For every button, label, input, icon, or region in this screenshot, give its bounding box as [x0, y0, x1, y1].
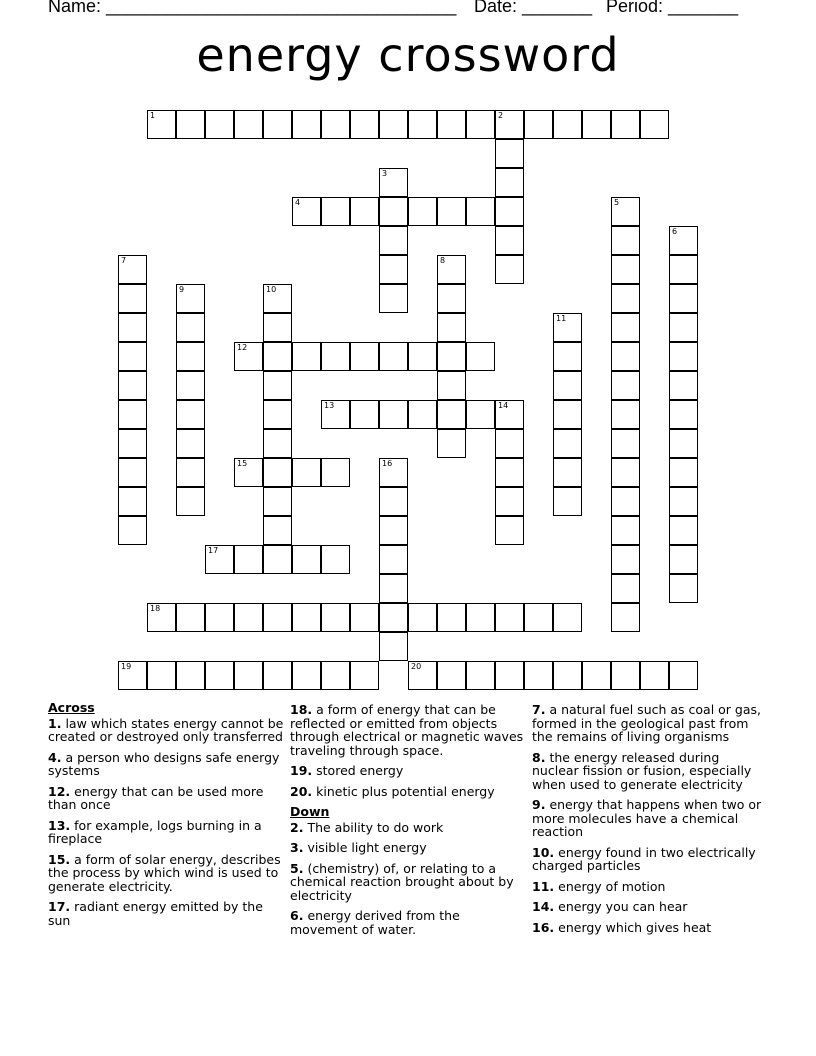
- grid-cell[interactable]: [234, 342, 263, 371]
- grid-cell[interactable]: [495, 197, 524, 226]
- clue-across-12: 12. energy that can be used more than once: [48, 783, 264, 812]
- grid-cell[interactable]: [611, 429, 640, 458]
- grid-cell[interactable]: [234, 661, 263, 690]
- clue-number: 20: [411, 662, 422, 671]
- grid-cell[interactable]: [263, 284, 292, 313]
- grid-cell[interactable]: [350, 661, 379, 690]
- grid-cell[interactable]: [495, 603, 524, 632]
- clue-across-20: 20. kinetic plus potential energy: [290, 783, 495, 799]
- grid-cell[interactable]: [379, 458, 408, 487]
- grid-cell[interactable]: [466, 197, 495, 226]
- clue-across-4: 4. a person who designs safe energy systems: [48, 749, 280, 778]
- clue-down-8: 8. the energy released during nuclear fission or fusion, especially when used to generate electricity: [532, 749, 752, 792]
- grid-cell[interactable]: [176, 313, 205, 342]
- grid-cell[interactable]: [495, 661, 524, 690]
- grid-cell[interactable]: [640, 110, 669, 139]
- clue-across-1: 1. law which states energy cannot be created or destroyed only transferred: [48, 715, 284, 744]
- grid-cell[interactable]: [118, 284, 147, 313]
- grid-cell[interactable]: [553, 342, 582, 371]
- grid-cell[interactable]: [263, 400, 292, 429]
- grid-cell[interactable]: [292, 603, 321, 632]
- clue-number: 11: [556, 314, 567, 323]
- grid-cell[interactable]: [176, 661, 205, 690]
- clue-number: 17: [208, 546, 219, 555]
- grid-cell[interactable]: [234, 603, 263, 632]
- grid-cell[interactable]: [669, 313, 698, 342]
- grid-cell[interactable]: [669, 371, 698, 400]
- grid-cell[interactable]: [379, 516, 408, 545]
- clue-number: 19: [121, 662, 132, 671]
- period-field[interactable]: Period: _______: [606, 0, 739, 16]
- grid-cell[interactable]: [466, 603, 495, 632]
- grid-cell[interactable]: [495, 110, 524, 139]
- grid-cell[interactable]: [263, 661, 292, 690]
- grid-cell[interactable]: [611, 110, 640, 139]
- clue-down-14: 14. energy you can hear: [532, 899, 688, 914]
- grid-cell[interactable]: [350, 400, 379, 429]
- grid-cell[interactable]: [669, 284, 698, 313]
- grid-cell[interactable]: [437, 110, 466, 139]
- grid-cell[interactable]: [437, 371, 466, 400]
- clue-number: 3: [382, 169, 388, 178]
- grid-cell[interactable]: [234, 110, 263, 139]
- grid-cell[interactable]: [205, 603, 234, 632]
- clue-number: 1: [150, 111, 156, 120]
- grid-cell[interactable]: [611, 603, 640, 632]
- grid-cell[interactable]: [408, 400, 437, 429]
- clue-number: 13: [324, 401, 335, 410]
- grid-cell[interactable]: [263, 487, 292, 516]
- clue-across-17: 17. radiant energy emitted by the sun: [48, 899, 263, 928]
- grid-cell[interactable]: [437, 255, 466, 284]
- grid-cell[interactable]: [321, 545, 350, 574]
- clue-across-19: 19. stored energy: [290, 763, 404, 778]
- date-field[interactable]: Date: _______: [474, 0, 593, 16]
- grid-cell[interactable]: [176, 400, 205, 429]
- grid-cell[interactable]: [611, 487, 640, 516]
- grid-cell[interactable]: [611, 197, 640, 226]
- grid-cell[interactable]: [263, 516, 292, 545]
- grid-cell[interactable]: [553, 400, 582, 429]
- clue-down-3: 3. visible light energy: [290, 840, 427, 855]
- grid-cell[interactable]: [495, 400, 524, 429]
- clue-number: 8: [440, 256, 446, 265]
- grid-cell[interactable]: [350, 342, 379, 371]
- clue-number: 15: [237, 459, 248, 468]
- grid-cell[interactable]: [350, 197, 379, 226]
- clue-number: 12: [237, 343, 248, 352]
- grid-cell[interactable]: [669, 226, 698, 255]
- page-title: energy crossword: [196, 28, 620, 82]
- grid-cell[interactable]: [118, 458, 147, 487]
- grid-cell[interactable]: [379, 226, 408, 255]
- grid-cell[interactable]: [379, 168, 408, 197]
- grid-cell[interactable]: [611, 516, 640, 545]
- clue-number: 7: [121, 256, 127, 265]
- grid-cell[interactable]: [466, 661, 495, 690]
- grid-cell[interactable]: [437, 400, 466, 429]
- grid-cell[interactable]: [176, 603, 205, 632]
- across-heading: Across: [48, 700, 95, 715]
- grid-cell[interactable]: [611, 226, 640, 255]
- grid-cell[interactable]: [379, 632, 408, 661]
- grid-cell[interactable]: [408, 110, 437, 139]
- grid-cell[interactable]: [263, 429, 292, 458]
- grid-cell[interactable]: [263, 545, 292, 574]
- grid-cell[interactable]: [292, 342, 321, 371]
- grid-cell[interactable]: [611, 545, 640, 574]
- grid-cell[interactable]: [669, 342, 698, 371]
- grid-cell[interactable]: [321, 342, 350, 371]
- grid-cell[interactable]: [611, 574, 640, 603]
- grid-cell[interactable]: [669, 574, 698, 603]
- grid-cell[interactable]: [176, 342, 205, 371]
- grid-cell[interactable]: [321, 661, 350, 690]
- grid-cell[interactable]: [292, 197, 321, 226]
- grid-cell[interactable]: [205, 545, 234, 574]
- clue-down-16: 16. energy which gives heat: [532, 919, 712, 935]
- clue-number: 9: [179, 285, 185, 294]
- grid-cell[interactable]: [321, 458, 350, 487]
- grid-cell[interactable]: [437, 429, 466, 458]
- grid-cell[interactable]: [495, 226, 524, 255]
- clue-down-9: 9. energy that happens when two or more molecules have a chemical reaction: [532, 797, 762, 839]
- clue-down-7: 7. a natural fuel such as coal or gas, formed in the geological past from the remains of living organisms: [532, 702, 761, 744]
- grid-cell[interactable]: [379, 110, 408, 139]
- grid-cell[interactable]: [379, 255, 408, 284]
- grid-cell[interactable]: [611, 371, 640, 400]
- grid-cell[interactable]: [611, 400, 640, 429]
- grid-cell[interactable]: [669, 487, 698, 516]
- grid-cell[interactable]: [640, 661, 669, 690]
- grid-cell[interactable]: [176, 284, 205, 313]
- grid-cell[interactable]: [669, 661, 698, 690]
- grid-cell[interactable]: [118, 313, 147, 342]
- clue-number: 14: [498, 401, 509, 410]
- grid-cell[interactable]: [379, 545, 408, 574]
- grid-cell[interactable]: [292, 545, 321, 574]
- grid-cell[interactable]: [495, 516, 524, 545]
- grid-cell[interactable]: [495, 168, 524, 197]
- grid-cell[interactable]: [292, 458, 321, 487]
- grid-cell[interactable]: [437, 661, 466, 690]
- grid-cell[interactable]: [437, 603, 466, 632]
- grid-cell[interactable]: [611, 313, 640, 342]
- grid-cell[interactable]: [263, 313, 292, 342]
- grid-cell[interactable]: [553, 487, 582, 516]
- grid-cell[interactable]: [466, 110, 495, 139]
- grid-cell[interactable]: [408, 603, 437, 632]
- clue-down-6: 6. energy derived from the movement of water.: [290, 908, 460, 937]
- grid-cell[interactable]: [408, 197, 437, 226]
- grid-cell[interactable]: [379, 487, 408, 516]
- grid-cell[interactable]: [176, 110, 205, 139]
- grid-cell[interactable]: [118, 371, 147, 400]
- grid-cell[interactable]: [147, 603, 176, 632]
- clue-number: 6: [672, 227, 678, 236]
- grid-cell[interactable]: [263, 603, 292, 632]
- grid-cell[interactable]: [669, 458, 698, 487]
- clue-down-11: 11. energy of motion: [532, 878, 666, 894]
- clue-across-15: 15. a form of solar energy, describes the process by which wind is used to generate electricity.: [48, 851, 281, 894]
- grid-cell[interactable]: [379, 284, 408, 313]
- grid-cell[interactable]: [466, 342, 495, 371]
- grid-cell[interactable]: [176, 429, 205, 458]
- grid-cell[interactable]: [669, 255, 698, 284]
- clues-column-2: [290, 703, 526, 943]
- grid-cell[interactable]: [118, 342, 147, 371]
- grid-cell[interactable]: [466, 400, 495, 429]
- grid-cell[interactable]: [582, 661, 611, 690]
- grid-cell[interactable]: [553, 371, 582, 400]
- grid-cell[interactable]: [379, 603, 408, 632]
- grid-cell[interactable]: [205, 110, 234, 139]
- grid-cell[interactable]: [379, 342, 408, 371]
- grid-cell[interactable]: [263, 371, 292, 400]
- grid-cell[interactable]: [234, 545, 263, 574]
- grid-cell[interactable]: [611, 342, 640, 371]
- grid-cell[interactable]: [263, 342, 292, 371]
- clue-number: 4: [295, 198, 301, 207]
- grid-cell[interactable]: [263, 458, 292, 487]
- clue-down-5: 5. (chemistry) of, or relating to a chemical reaction brought about by electricity: [290, 860, 514, 903]
- grid-cell[interactable]: [321, 400, 350, 429]
- grid-cell[interactable]: [611, 458, 640, 487]
- down-heading: Down: [290, 804, 330, 819]
- clue-number: 2: [498, 111, 504, 120]
- grid-cell[interactable]: [408, 342, 437, 371]
- grid-cell[interactable]: [524, 661, 553, 690]
- clue-number: 18: [150, 604, 161, 613]
- grid-cell[interactable]: [553, 429, 582, 458]
- grid-cell[interactable]: [205, 661, 234, 690]
- grid-cell[interactable]: [321, 110, 350, 139]
- grid-cell[interactable]: [611, 661, 640, 690]
- clue-number: 10: [266, 285, 277, 294]
- grid-cell[interactable]: [176, 458, 205, 487]
- name-field[interactable]: Name: ___________________________________: [48, 0, 457, 16]
- grid-cell[interactable]: [437, 197, 466, 226]
- grid-cell[interactable]: [495, 429, 524, 458]
- clue-across-18: 18. a form of energy that can be reflected or emitted from objects through electrical or magnetic waves traveling through space.: [290, 702, 524, 758]
- grid-cell[interactable]: [669, 400, 698, 429]
- grid-cell[interactable]: [350, 110, 379, 139]
- grid-cell[interactable]: [408, 661, 437, 690]
- grid-cell[interactable]: [495, 255, 524, 284]
- grid-cell[interactable]: [292, 110, 321, 139]
- grid-cell[interactable]: [379, 400, 408, 429]
- grid-cell[interactable]: [234, 458, 263, 487]
- grid-cell[interactable]: [437, 284, 466, 313]
- grid-cell[interactable]: [321, 603, 350, 632]
- grid-cell[interactable]: [669, 545, 698, 574]
- grid-cell[interactable]: [379, 197, 408, 226]
- clue-down-10: 10. energy found in two electrically charged particles: [532, 844, 756, 873]
- grid-cell[interactable]: [553, 603, 582, 632]
- grid-cell[interactable]: [379, 574, 408, 603]
- grid-cell[interactable]: [437, 313, 466, 342]
- grid-cell[interactable]: [350, 603, 379, 632]
- clue-down-2: 2. The ability to do work: [290, 819, 444, 835]
- grid-cell[interactable]: [582, 110, 611, 139]
- grid-cell[interactable]: [669, 516, 698, 545]
- clue-number: 16: [382, 459, 393, 468]
- grid-cell[interactable]: [524, 603, 553, 632]
- grid-cell[interactable]: [118, 429, 147, 458]
- grid-cell[interactable]: [118, 516, 147, 545]
- grid-cell[interactable]: [321, 197, 350, 226]
- grid-cell[interactable]: [118, 661, 147, 690]
- clue-number: 5: [614, 198, 620, 207]
- grid-cell[interactable]: [118, 400, 147, 429]
- clues-column-1: [48, 701, 284, 934]
- grid-cell[interactable]: [669, 429, 698, 458]
- grid-cell[interactable]: [176, 371, 205, 400]
- grid-cell[interactable]: [495, 139, 524, 168]
- grid-cell[interactable]: [118, 487, 147, 516]
- clue-across-13: 13. for example, logs burning in a fireplace: [48, 817, 262, 846]
- grid-cell[interactable]: [495, 458, 524, 487]
- grid-cell[interactable]: [611, 255, 640, 284]
- grid-cell[interactable]: [176, 487, 205, 516]
- grid-cell[interactable]: [437, 342, 466, 371]
- grid-cell[interactable]: [611, 284, 640, 313]
- grid-cell[interactable]: [553, 661, 582, 690]
- grid-cell[interactable]: [292, 661, 321, 690]
- grid-cell[interactable]: [524, 110, 553, 139]
- grid-cell[interactable]: [553, 313, 582, 342]
- grid-cell[interactable]: [553, 458, 582, 487]
- grid-cell[interactable]: [553, 110, 582, 139]
- clues-column-3: [532, 703, 768, 941]
- grid-cell[interactable]: [118, 255, 147, 284]
- grid-cell[interactable]: [147, 110, 176, 139]
- grid-cell[interactable]: [263, 110, 292, 139]
- grid-cell[interactable]: [147, 661, 176, 690]
- grid-cell[interactable]: [495, 487, 524, 516]
